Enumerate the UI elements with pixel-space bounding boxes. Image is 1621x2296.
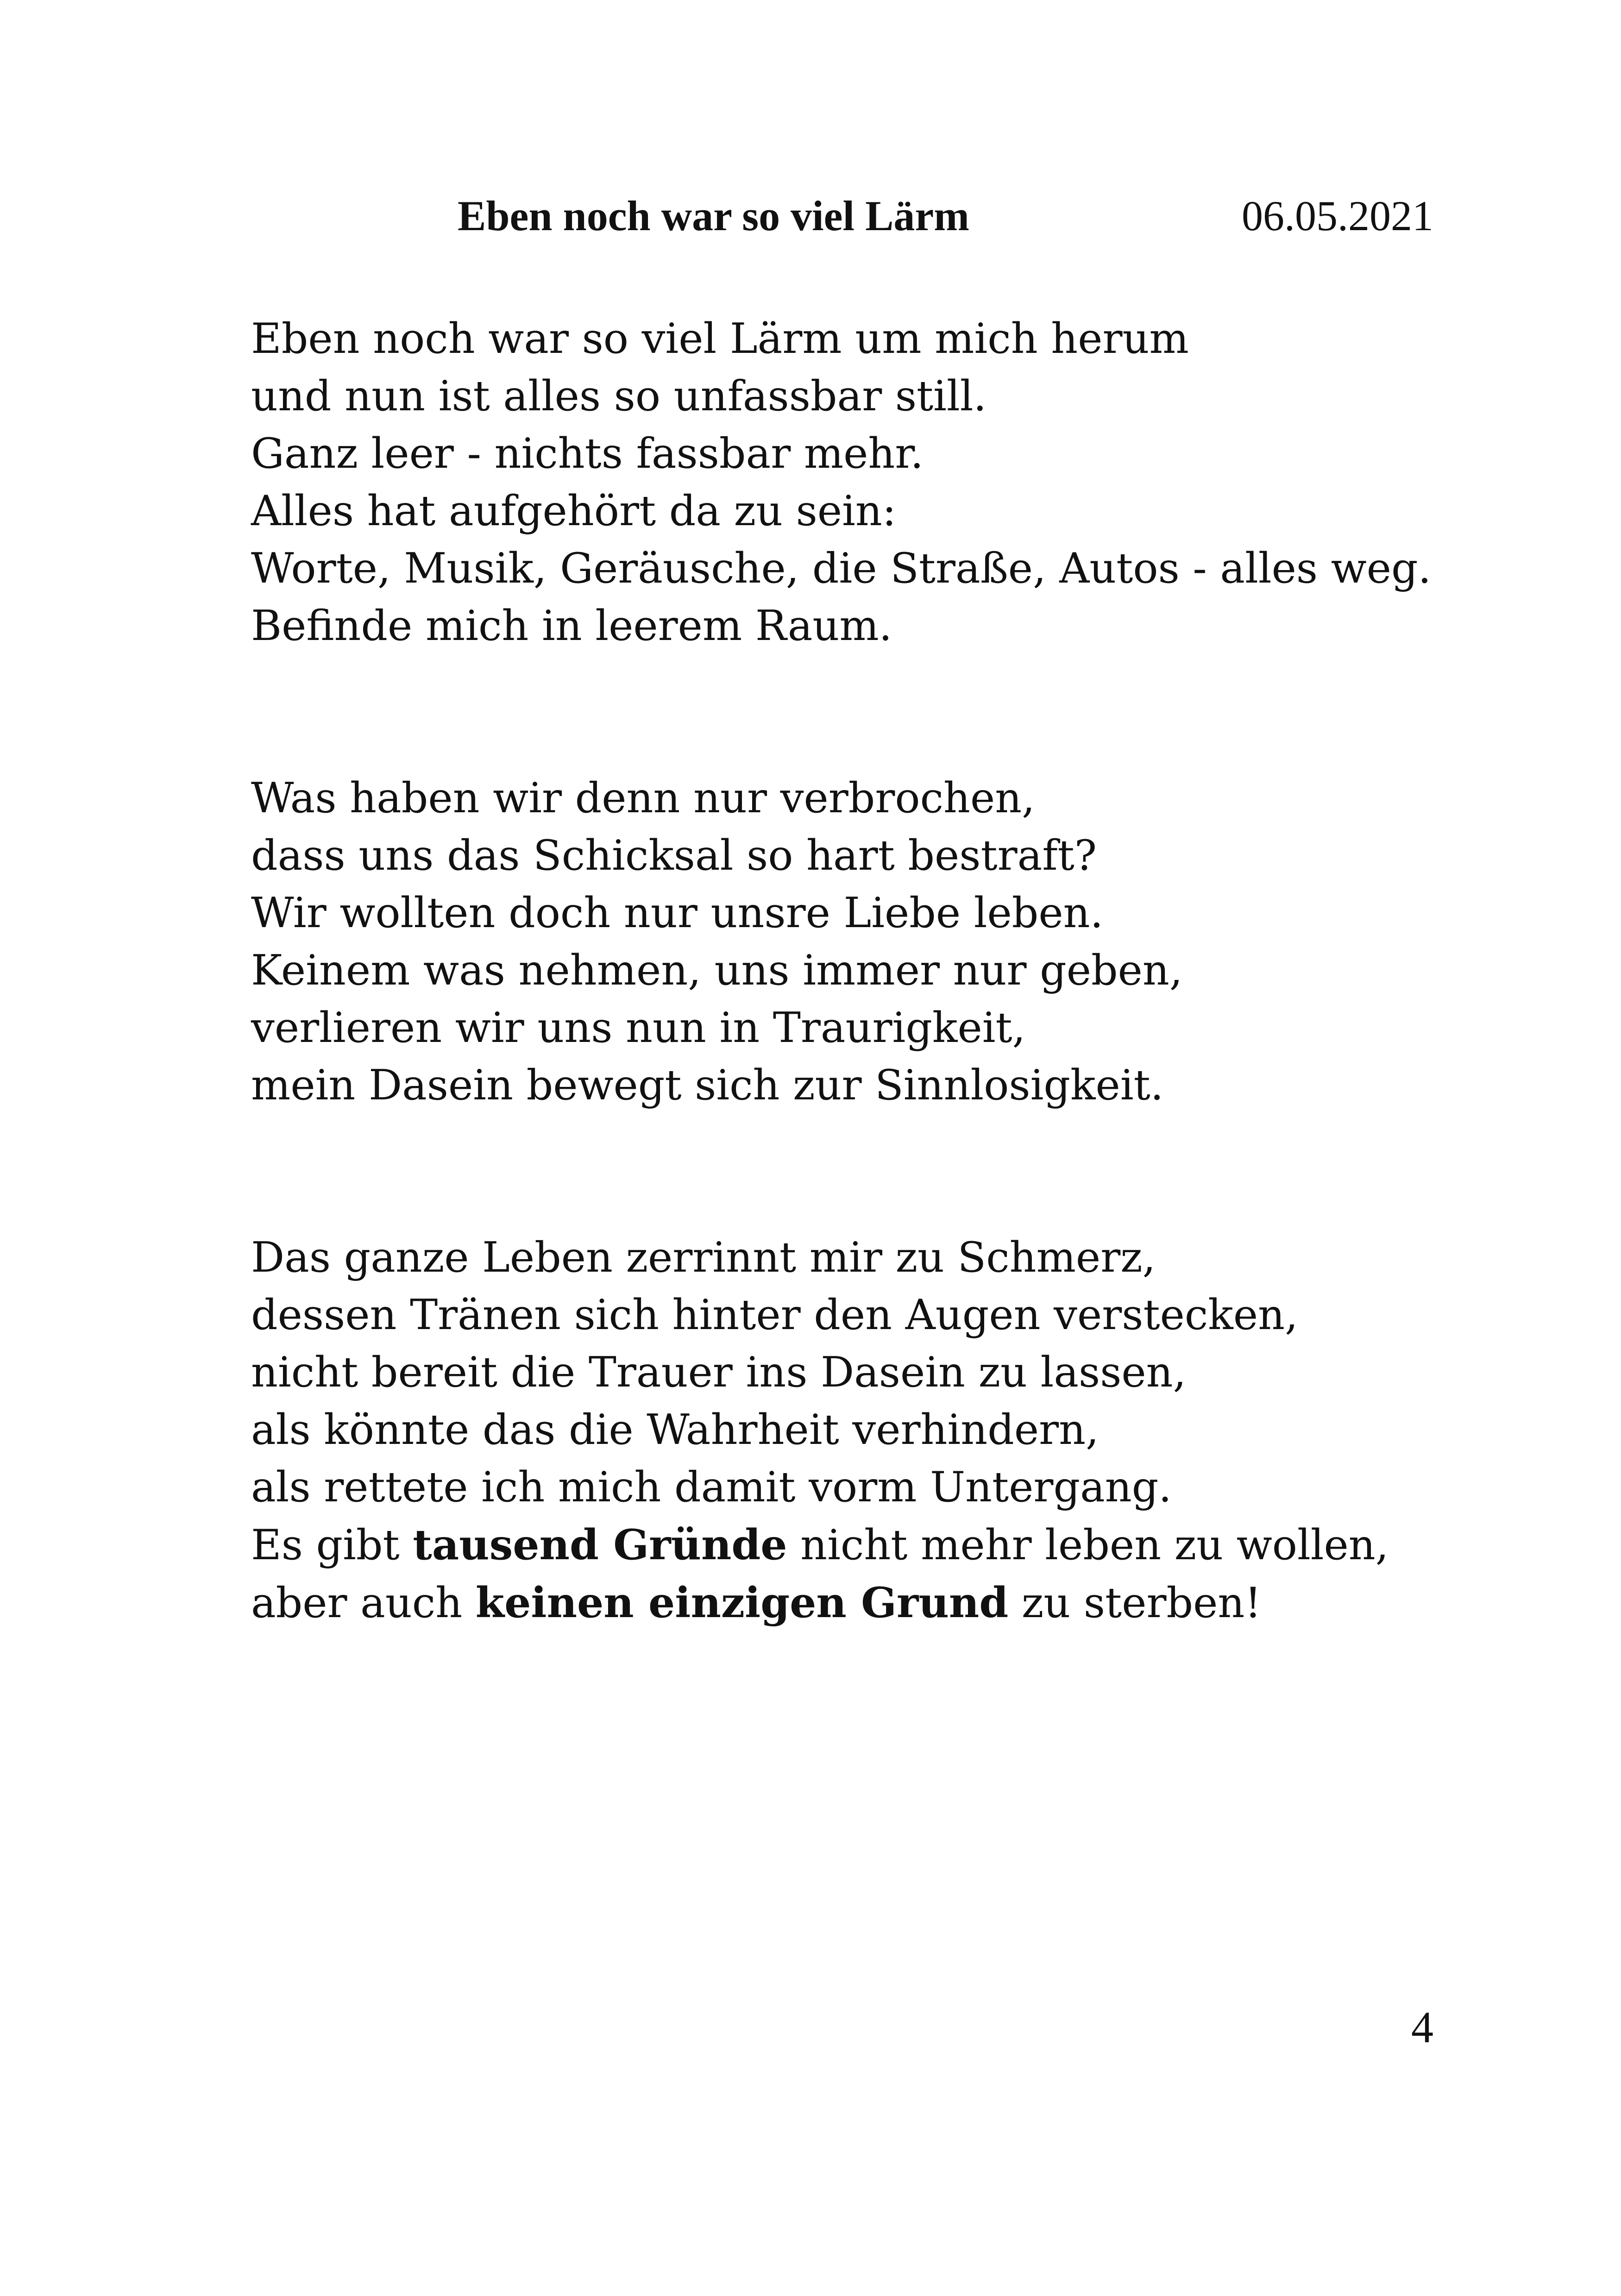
poem-line: Alles hat aufgehört da zu sein: xyxy=(251,487,897,535)
poem-line: und nun ist alles so unfassbar still. xyxy=(251,372,987,420)
poem-line-emphasis-2 xyxy=(251,1574,1455,1632)
poem-line: dass uns das Schicksal so hart bestraft? xyxy=(251,831,1097,880)
poem-line: als rettete ich mich damit vorm Untergang. xyxy=(251,1463,1172,1512)
poem-line: mein Dasein bewegt sich zur Sinnlosigkeit. xyxy=(251,1061,1164,1110)
poem-line: Eben noch war so viel Lärm um mich herum xyxy=(251,314,1189,363)
poem-line: Worte, Musik, Geräusche, die Straße, Autos - alles weg. xyxy=(251,544,1432,593)
stanza-1 xyxy=(251,310,1455,655)
line-text: nicht mehr leben zu wollen, xyxy=(787,1521,1389,1569)
poem-line: Befinde mich in leerem Raum. xyxy=(251,602,892,650)
stanza-2 xyxy=(251,770,1455,1114)
stanza-3 xyxy=(251,1229,1455,1632)
page-number: 4 xyxy=(1411,2002,1433,2052)
poem-line: Keinem was nehmen, uns immer nur geben, xyxy=(251,946,1183,995)
bold-phrase: tausend Gründe xyxy=(413,1520,787,1569)
poem-line: Das ganze Leben zerrinnt mir zu Schmerz, xyxy=(251,1233,1156,1282)
line-text: Es gibt xyxy=(251,1521,413,1569)
poem-body xyxy=(251,310,1455,1747)
line-text: aber auch xyxy=(251,1579,476,1627)
poem-line: Ganz leer - nichts fassbar mehr. xyxy=(251,429,924,478)
poem-line: als könnte das die Wahrheit verhindern, xyxy=(251,1405,1099,1454)
poem-line: Wir wollten doch nur unsre Liebe leben. xyxy=(251,889,1104,937)
poem-date: 06.05.2021 xyxy=(1242,192,1433,239)
poem-title: Eben noch war so viel Lärm xyxy=(458,192,969,239)
line-text: zu sterben! xyxy=(1008,1579,1262,1627)
bold-phrase: keinen einzigen Grund xyxy=(475,1578,1009,1627)
poem-line-emphasis-1 xyxy=(251,1516,1455,1574)
poem-line: nicht bereit die Trauer ins Dasein zu lassen, xyxy=(251,1348,1187,1397)
poem-line: Was haben wir denn nur verbrochen, xyxy=(251,774,1035,822)
poem-line: dessen Tränen sich hinter den Augen verstecken, xyxy=(251,1291,1298,1339)
poem-line: verlieren wir uns nun in Traurigkeit, xyxy=(251,1004,1026,1052)
